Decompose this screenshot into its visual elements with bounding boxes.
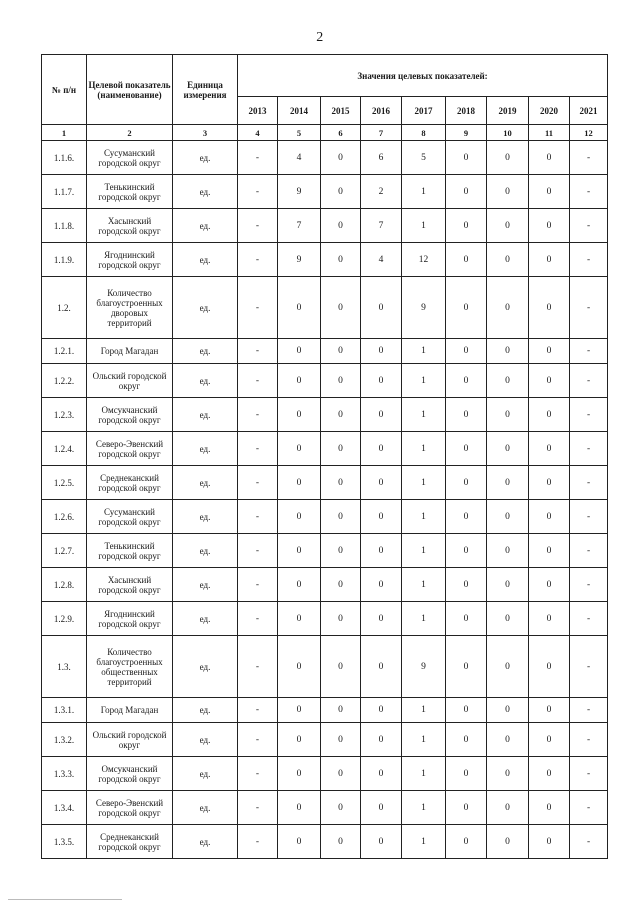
row-value: 0 <box>278 723 321 757</box>
row-value: 0 <box>361 339 402 364</box>
row-value: - <box>238 466 278 500</box>
header-year: 2020 <box>529 97 570 125</box>
row-value: 0 <box>321 698 361 723</box>
row-value: 9 <box>278 243 321 277</box>
row-value: 0 <box>321 398 361 432</box>
row-value: 0 <box>487 364 529 398</box>
row-value: 0 <box>487 466 529 500</box>
table-row <box>42 825 608 859</box>
row-value: 0 <box>278 757 321 791</box>
row-indicator-name: Тенькинский городской округ <box>87 534 173 568</box>
column-number: 6 <box>321 125 361 141</box>
table-row <box>42 636 608 698</box>
column-number: 9 <box>446 125 487 141</box>
row-value: 0 <box>361 757 402 791</box>
row-value: 0 <box>487 698 529 723</box>
column-number: 8 <box>402 125 446 141</box>
table-row <box>42 339 608 364</box>
table-row <box>42 757 608 791</box>
row-indicator-name: Северо-Эвенский городской округ <box>87 432 173 466</box>
row-value: - <box>238 432 278 466</box>
row-value: 1 <box>402 466 446 500</box>
row-unit: ед. <box>173 175 238 209</box>
row-value: 7 <box>278 209 321 243</box>
table-row <box>42 466 608 500</box>
row-value: - <box>570 277 608 339</box>
row-value: 0 <box>487 141 529 175</box>
row-value: 0 <box>321 757 361 791</box>
row-value: 0 <box>321 825 361 859</box>
row-indicator-name: Среднеканский городской округ <box>87 466 173 500</box>
row-value: 0 <box>361 432 402 466</box>
row-value: 0 <box>361 466 402 500</box>
row-value: - <box>238 825 278 859</box>
table-row <box>42 141 608 175</box>
row-unit: ед. <box>173 825 238 859</box>
row-indicator-name: Количество благоустроенных общественных территорий <box>87 636 173 698</box>
row-value: 0 <box>446 500 487 534</box>
row-value: 0 <box>278 698 321 723</box>
row-number: 1.1.6. <box>42 141 87 175</box>
row-value: - <box>238 636 278 698</box>
row-value: 0 <box>529 339 570 364</box>
row-value: 0 <box>321 723 361 757</box>
row-value: 12 <box>402 243 446 277</box>
row-value: 2 <box>361 175 402 209</box>
row-value: 0 <box>529 698 570 723</box>
row-number: 1.2.3. <box>42 398 87 432</box>
row-value: 0 <box>487 534 529 568</box>
row-value: 0 <box>321 339 361 364</box>
header-year: 2015 <box>321 97 361 125</box>
row-value: - <box>570 602 608 636</box>
row-number: 1.1.8. <box>42 209 87 243</box>
row-value: 0 <box>361 602 402 636</box>
row-value: 0 <box>321 175 361 209</box>
table-body <box>42 141 608 859</box>
row-value: 1 <box>402 175 446 209</box>
row-value: 0 <box>529 209 570 243</box>
row-value: 0 <box>529 432 570 466</box>
row-value: - <box>570 243 608 277</box>
row-value: 1 <box>402 339 446 364</box>
row-value: - <box>238 723 278 757</box>
column-number: 5 <box>278 125 321 141</box>
row-value: 0 <box>487 398 529 432</box>
row-value: 0 <box>361 534 402 568</box>
row-number: 1.2.9. <box>42 602 87 636</box>
row-indicator-name: Сусуманский городской округ <box>87 500 173 534</box>
row-value: 1 <box>402 364 446 398</box>
row-number: 1.2.1. <box>42 339 87 364</box>
row-value: 1 <box>402 757 446 791</box>
header-year: 2017 <box>402 97 446 125</box>
row-unit: ед. <box>173 500 238 534</box>
row-unit: ед. <box>173 339 238 364</box>
row-value: 9 <box>402 277 446 339</box>
row-unit: ед. <box>173 432 238 466</box>
row-value: 0 <box>487 339 529 364</box>
row-value: - <box>238 757 278 791</box>
row-value: - <box>238 500 278 534</box>
row-value: 0 <box>529 175 570 209</box>
row-unit: ед. <box>173 534 238 568</box>
row-value: 0 <box>446 636 487 698</box>
row-unit: ед. <box>173 466 238 500</box>
row-unit: ед. <box>173 723 238 757</box>
row-value: - <box>238 141 278 175</box>
row-value: 0 <box>529 398 570 432</box>
row-value: - <box>570 698 608 723</box>
table-row <box>42 698 608 723</box>
row-value: - <box>570 757 608 791</box>
row-number: 1.3.3. <box>42 757 87 791</box>
row-value: - <box>570 825 608 859</box>
table-row <box>42 568 608 602</box>
row-value: - <box>570 791 608 825</box>
row-value: 0 <box>529 243 570 277</box>
row-value: 0 <box>361 398 402 432</box>
row-value: 0 <box>446 602 487 636</box>
row-number: 1.1.9. <box>42 243 87 277</box>
header-year: 2016 <box>361 97 402 125</box>
row-value: 4 <box>361 243 402 277</box>
target-indicators-table <box>41 54 608 859</box>
row-number: 1.3. <box>42 636 87 698</box>
row-value: 0 <box>321 432 361 466</box>
row-indicator-name: Город Магадан <box>87 339 173 364</box>
row-value: 0 <box>487 791 529 825</box>
row-value: - <box>570 723 608 757</box>
row-value: 0 <box>361 723 402 757</box>
row-value: 0 <box>321 636 361 698</box>
row-value: - <box>238 175 278 209</box>
row-unit: ед. <box>173 398 238 432</box>
row-indicator-name: Количество благоустроенных дворовых территорий <box>87 277 173 339</box>
column-number: 3 <box>173 125 238 141</box>
row-value: 4 <box>278 141 321 175</box>
row-value: 0 <box>487 757 529 791</box>
header-year: 2021 <box>570 97 608 125</box>
header-year: 2014 <box>278 97 321 125</box>
header-unit: Единица измерения <box>173 55 238 125</box>
row-value: 0 <box>321 534 361 568</box>
row-unit: ед. <box>173 698 238 723</box>
table-row <box>42 500 608 534</box>
row-value: 0 <box>487 723 529 757</box>
row-value: 0 <box>529 602 570 636</box>
row-indicator-name: Ягоднинский городской округ <box>87 602 173 636</box>
row-unit: ед. <box>173 209 238 243</box>
column-number: 11 <box>529 125 570 141</box>
row-value: 0 <box>529 757 570 791</box>
table-row <box>42 534 608 568</box>
row-value: 1 <box>402 534 446 568</box>
row-value: 1 <box>402 432 446 466</box>
row-indicator-name: Среднеканский городской округ <box>87 825 173 859</box>
row-unit: ед. <box>173 757 238 791</box>
row-value: 0 <box>529 364 570 398</box>
row-value: 1 <box>402 791 446 825</box>
row-value: 0 <box>278 825 321 859</box>
row-value: - <box>238 364 278 398</box>
row-value: 0 <box>487 568 529 602</box>
row-value: 0 <box>446 209 487 243</box>
header-year: 2019 <box>487 97 529 125</box>
column-number: 1 <box>42 125 87 141</box>
row-value: 0 <box>529 466 570 500</box>
row-value: 0 <box>487 243 529 277</box>
row-unit: ед. <box>173 791 238 825</box>
row-value: 0 <box>446 175 487 209</box>
row-value: 0 <box>446 141 487 175</box>
row-number: 1.2.5. <box>42 466 87 500</box>
row-value: 0 <box>361 364 402 398</box>
row-value: - <box>570 534 608 568</box>
row-value: - <box>570 141 608 175</box>
row-value: 0 <box>446 568 487 602</box>
row-value: - <box>570 568 608 602</box>
row-value: 0 <box>321 277 361 339</box>
row-value: 0 <box>529 500 570 534</box>
row-value: 1 <box>402 500 446 534</box>
column-number: 10 <box>487 125 529 141</box>
row-value: 0 <box>446 534 487 568</box>
row-indicator-name: Ольский городской округ <box>87 723 173 757</box>
row-value: 0 <box>529 636 570 698</box>
row-indicator-name: Ягоднинский городской округ <box>87 243 173 277</box>
row-value: 0 <box>321 466 361 500</box>
table-row <box>42 398 608 432</box>
row-value: 0 <box>278 568 321 602</box>
row-value: 0 <box>529 277 570 339</box>
row-value: 0 <box>446 723 487 757</box>
header-year: 2013 <box>238 97 278 125</box>
row-unit: ед. <box>173 636 238 698</box>
row-value: 0 <box>487 500 529 534</box>
row-value: 0 <box>446 277 487 339</box>
row-value: 0 <box>487 175 529 209</box>
row-value: - <box>570 339 608 364</box>
row-value: 1 <box>402 568 446 602</box>
row-value: - <box>570 636 608 698</box>
row-value: 0 <box>321 791 361 825</box>
row-value: 1 <box>402 825 446 859</box>
row-value: 0 <box>361 698 402 723</box>
row-value: 0 <box>446 432 487 466</box>
row-indicator-name: Сусуманский городской округ <box>87 141 173 175</box>
row-value: 0 <box>278 602 321 636</box>
column-number: 7 <box>361 125 402 141</box>
row-value: - <box>238 209 278 243</box>
row-number: 1.1.7. <box>42 175 87 209</box>
row-value: 0 <box>278 339 321 364</box>
header-year: 2018 <box>446 97 487 125</box>
row-value: 1 <box>402 398 446 432</box>
row-value: 1 <box>402 698 446 723</box>
row-value: - <box>570 432 608 466</box>
row-value: 0 <box>487 277 529 339</box>
row-number: 1.3.5. <box>42 825 87 859</box>
row-value: 9 <box>278 175 321 209</box>
row-value: 0 <box>529 723 570 757</box>
row-value: 0 <box>446 466 487 500</box>
row-value: 0 <box>529 791 570 825</box>
row-value: - <box>238 243 278 277</box>
row-value: - <box>238 398 278 432</box>
row-value: - <box>570 175 608 209</box>
row-value: 0 <box>487 432 529 466</box>
row-value: 6 <box>361 141 402 175</box>
row-value: 0 <box>446 364 487 398</box>
row-value: 0 <box>361 500 402 534</box>
row-value: - <box>238 791 278 825</box>
row-unit: ед. <box>173 602 238 636</box>
row-value: 0 <box>529 141 570 175</box>
row-value: 0 <box>446 698 487 723</box>
header-indicator: Целевой показатель (наименование) <box>87 55 173 125</box>
row-value: 9 <box>402 636 446 698</box>
row-number: 1.2.4. <box>42 432 87 466</box>
table-row <box>42 277 608 339</box>
table-row <box>42 209 608 243</box>
row-number: 1.3.2. <box>42 723 87 757</box>
row-value: 0 <box>278 636 321 698</box>
row-value: 0 <box>278 398 321 432</box>
row-value: 0 <box>529 534 570 568</box>
row-value: 0 <box>361 791 402 825</box>
table-row <box>42 175 608 209</box>
row-value: - <box>238 602 278 636</box>
row-value: 0 <box>529 825 570 859</box>
row-value: 0 <box>487 209 529 243</box>
row-value: - <box>570 398 608 432</box>
row-value: 0 <box>278 466 321 500</box>
row-value: - <box>570 466 608 500</box>
row-value: 0 <box>446 398 487 432</box>
row-value: - <box>238 534 278 568</box>
row-indicator-name: Хасынский городской округ <box>87 209 173 243</box>
header-column-numbers <box>42 125 608 141</box>
row-number: 1.2. <box>42 277 87 339</box>
row-value: 0 <box>321 141 361 175</box>
row-unit: ед. <box>173 364 238 398</box>
row-value: 0 <box>321 602 361 636</box>
row-value: 0 <box>278 500 321 534</box>
row-value: 0 <box>361 277 402 339</box>
row-unit: ед. <box>173 277 238 339</box>
table-row <box>42 243 608 277</box>
table-row <box>42 723 608 757</box>
row-value: - <box>570 500 608 534</box>
row-value: 0 <box>529 568 570 602</box>
row-value: 0 <box>487 602 529 636</box>
row-value: - <box>238 698 278 723</box>
row-value: 1 <box>402 723 446 757</box>
row-indicator-name: Ольский городской округ <box>87 364 173 398</box>
row-value: 0 <box>278 791 321 825</box>
row-unit: ед. <box>173 568 238 602</box>
page-number: 2 <box>316 30 324 45</box>
row-value: 0 <box>446 757 487 791</box>
row-value: 0 <box>361 825 402 859</box>
row-value: 0 <box>446 339 487 364</box>
row-unit: ед. <box>173 141 238 175</box>
column-number: 4 <box>238 125 278 141</box>
scan-edge-line <box>8 899 122 900</box>
row-value: 0 <box>278 432 321 466</box>
header-values: Значения целевых показателей: <box>238 55 608 97</box>
row-value: 0 <box>446 791 487 825</box>
header-number: № п/н <box>42 55 87 125</box>
row-indicator-name: Город Магадан <box>87 698 173 723</box>
row-number: 1.2.7. <box>42 534 87 568</box>
row-value: - <box>570 364 608 398</box>
row-indicator-name: Тенькинский городской округ <box>87 175 173 209</box>
row-value: 0 <box>321 364 361 398</box>
row-value: 0 <box>321 209 361 243</box>
row-value: 0 <box>321 500 361 534</box>
row-value: - <box>570 209 608 243</box>
row-value: 0 <box>321 568 361 602</box>
row-value: - <box>238 339 278 364</box>
row-value: 0 <box>278 364 321 398</box>
column-number: 12 <box>570 125 608 141</box>
row-value: 0 <box>446 825 487 859</box>
row-number: 1.3.1. <box>42 698 87 723</box>
row-value: 0 <box>278 534 321 568</box>
row-unit: ед. <box>173 243 238 277</box>
row-number: 1.2.2. <box>42 364 87 398</box>
row-number: 1.3.4. <box>42 791 87 825</box>
row-value: 0 <box>446 243 487 277</box>
row-value: - <box>238 568 278 602</box>
row-indicator-name: Северо-Эвенский городской округ <box>87 791 173 825</box>
row-indicator-name: Хасынский городской округ <box>87 568 173 602</box>
row-value: 0 <box>487 825 529 859</box>
column-number: 2 <box>87 125 173 141</box>
row-value: 0 <box>361 636 402 698</box>
row-indicator-name: Омсукчанский городской округ <box>87 757 173 791</box>
row-value: 0 <box>487 636 529 698</box>
row-number: 1.2.6. <box>42 500 87 534</box>
row-number: 1.2.8. <box>42 568 87 602</box>
table-row <box>42 791 608 825</box>
table-row <box>42 364 608 398</box>
table-row <box>42 602 608 636</box>
row-value: 7 <box>361 209 402 243</box>
row-value: 0 <box>321 243 361 277</box>
row-indicator-name: Омсукчанский городской округ <box>87 398 173 432</box>
row-value: 1 <box>402 602 446 636</box>
table-row <box>42 432 608 466</box>
row-value: 0 <box>278 277 321 339</box>
row-value: 0 <box>361 568 402 602</box>
row-value: 5 <box>402 141 446 175</box>
row-value: 1 <box>402 209 446 243</box>
row-value: - <box>238 277 278 339</box>
